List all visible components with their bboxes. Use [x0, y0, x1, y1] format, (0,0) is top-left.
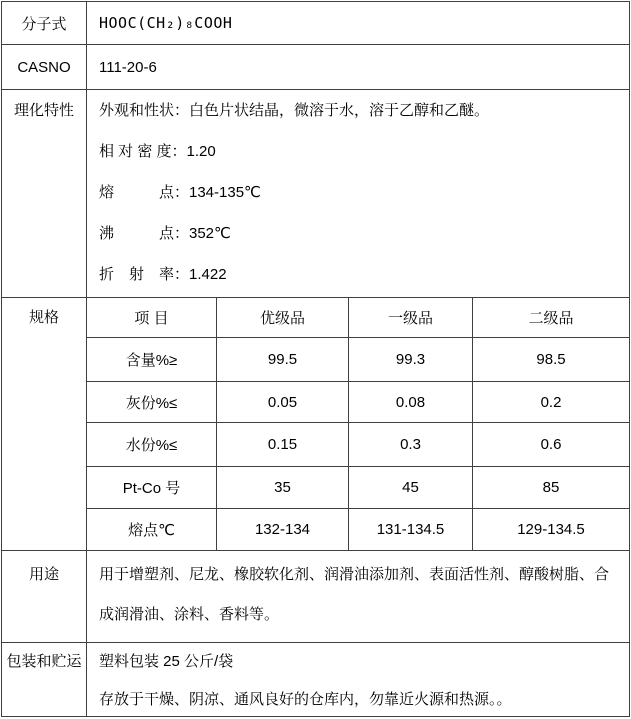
spec-header-grade-premium: 优级品	[216, 298, 348, 337]
cas-number-cell	[87, 45, 629, 89]
spec-value: 0.05	[216, 382, 348, 422]
spec-item-label: 含量%≥	[125, 352, 178, 369]
spec-item-label: 灰份%≤	[125, 394, 178, 412]
spec-header-item: 项 目	[134, 310, 169, 327]
packing-spec-line: 塑料包装 25 公斤/袋	[99, 653, 234, 670]
spec-row-moisture	[87, 422, 629, 466]
spec-value: 98.5	[472, 338, 629, 381]
spec-row-content	[87, 337, 629, 381]
spec-value: 0.6	[472, 423, 629, 466]
spec-value: 132-134	[216, 509, 348, 550]
row-label-packing: 包装和贮运	[2, 643, 87, 716]
usage-text: 用于增塑剂、尼龙、橡胶软化剂、润滑油添加剂、表面活性剂、醇酸树脂、合成润滑油、涂料、香料等。	[99, 566, 610, 623]
table-row-casno	[2, 44, 629, 89]
spec-value: 129-134.5	[472, 509, 629, 550]
table-row-formula	[2, 2, 629, 44]
usage-cell	[87, 551, 629, 642]
spec-item-label: 水份%≤	[125, 437, 178, 454]
table-row-usage	[2, 550, 629, 642]
physchem-boiling-point: 沸 点：352℃	[99, 225, 231, 242]
spec-value: 0.15	[216, 423, 348, 466]
spec-row-ash	[87, 381, 629, 422]
spec-value: 131-134.5	[348, 509, 472, 550]
product-spec-table	[1, 1, 630, 717]
spec-header-grade-first: 一级品	[348, 298, 472, 337]
row-label-casno: CASNO	[2, 45, 87, 89]
spec-cell	[87, 298, 629, 550]
spec-row-ptco	[87, 466, 629, 508]
physchem-appearance: 外观和性状：白色片状结晶，微溶于水，溶于乙醇和乙醚。	[99, 102, 490, 119]
physchem-melting-point: 熔 点：134-135℃	[99, 184, 261, 201]
spec-value: 0.2	[472, 382, 629, 422]
spec-header-grade-second: 二级品	[472, 298, 629, 337]
spec-value: 45	[348, 467, 472, 508]
spec-value: 85	[472, 467, 629, 508]
spec-value: 0.3	[348, 423, 472, 466]
molecular-formula-cell	[87, 2, 629, 44]
row-label-physchem: 理化特性	[2, 90, 87, 297]
row-label-spec: 规格	[2, 298, 87, 550]
table-row-spec	[2, 297, 629, 550]
row-label-formula: 分子式	[2, 2, 87, 44]
molecular-formula-value: HOOC(CH₂)₈COOH	[99, 14, 233, 32]
spec-table	[87, 298, 629, 550]
spec-value: 35	[216, 467, 348, 508]
table-row-physchem	[2, 89, 629, 297]
physchem-refractive-index: 折 射 率：1.422	[99, 266, 227, 283]
table-row-packing	[2, 642, 629, 716]
spec-value: 99.5	[216, 338, 348, 381]
spec-value: 99.3	[348, 338, 472, 381]
spec-row-melting	[87, 508, 629, 550]
row-label-usage: 用途	[2, 551, 87, 642]
spec-item-label: Pt-Co 号	[122, 480, 181, 497]
spec-item-label: 熔点℃	[128, 522, 175, 539]
physchem-cell	[87, 90, 629, 297]
spec-header-row	[87, 298, 629, 337]
cas-number-value: 111-20-6	[99, 58, 157, 76]
spec-value: 0.08	[348, 382, 472, 422]
physchem-density: 相 对 密 度：1.20	[99, 143, 216, 160]
storage-instruction-line: 存放于干燥、阴凉、通风良好的仓库内，勿靠近火源和热源。。	[99, 691, 512, 708]
packing-cell	[87, 643, 629, 716]
